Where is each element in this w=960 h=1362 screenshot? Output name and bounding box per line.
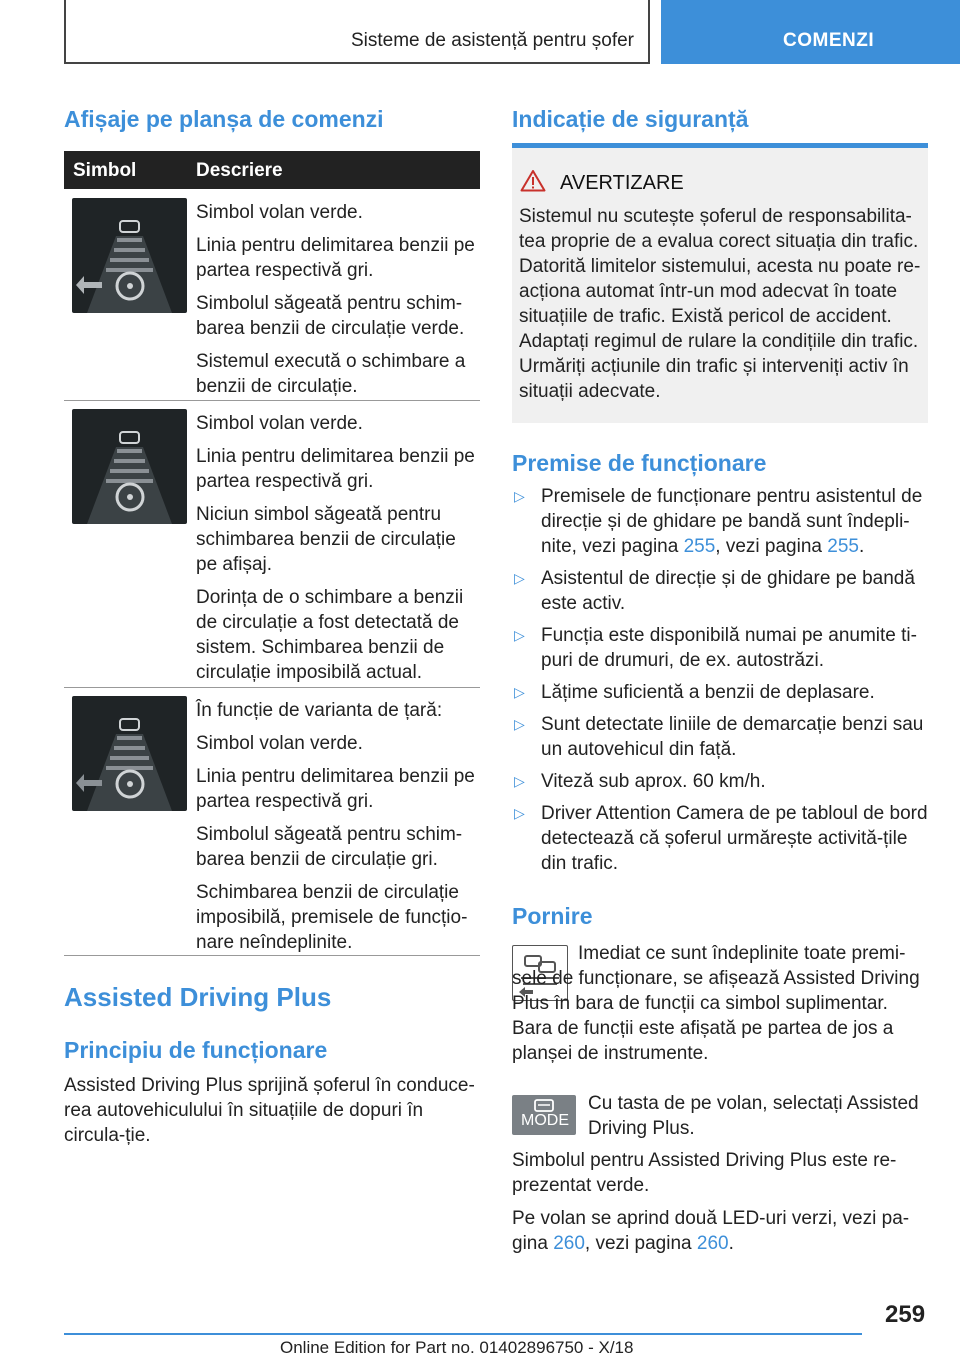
row-3-paragraph: În funcție de varianta de țară: bbox=[196, 700, 443, 721]
row-3-description bbox=[196, 698, 478, 963]
bullet-triangle-icon: ▷ bbox=[514, 684, 525, 700]
assisted-driving-plus-title: Assisted Driving Plus bbox=[64, 982, 332, 1012]
row-2-paragraph: Simbol volan verde. bbox=[196, 413, 363, 434]
footer-divider bbox=[64, 1333, 862, 1335]
premise-title: Premise de funcționare bbox=[512, 450, 767, 476]
mode-label: MODE bbox=[521, 1112, 569, 1129]
row-2-paragraph: Dorința de o schimbare a benzii de circulație a fost detectată de sistem. Schimbarea benzii de circulație imposibilă actual. bbox=[196, 587, 464, 683]
row-1-paragraph: Sistemul execută o schimbare a benzii de circulație. bbox=[196, 351, 466, 397]
table-header-description: Descriere bbox=[196, 160, 283, 181]
row-3-paragraph: Simbol volan verde. bbox=[196, 733, 363, 754]
list-item: ▷ Viteză sub aprox. 60 km/h. bbox=[514, 771, 766, 792]
page-number: 259 bbox=[885, 1301, 926, 1328]
lane-change-arrow-green-icon bbox=[72, 198, 187, 313]
bullet-triangle-icon: ▷ bbox=[514, 716, 525, 732]
row-2-description bbox=[196, 411, 478, 693]
list-item: ▷ Driver Attention Camera de pe tabloul de bord detectează că șoferul urmărește activită-țile din trafic. bbox=[514, 803, 928, 874]
list-item: ▷ Sunt detectate liniile de demarcație benzi sau un autovehicul din față. bbox=[514, 714, 924, 760]
bullet-triangle-icon: ▷ bbox=[514, 488, 525, 504]
row-1-paragraph: Linia pentru delimitarea benzii pe partea respectivă gri. bbox=[196, 235, 475, 281]
header-chapter-tab[interactable] bbox=[661, 0, 960, 64]
page-link[interactable]: 255 bbox=[683, 536, 716, 557]
list-item: ▷ Funcția este disponibilă numai pe anumite ti-puri de drumuri, de ex. autostrăzi. bbox=[514, 625, 917, 671]
row-1-description bbox=[196, 200, 478, 407]
list-item: ▷ Premisele de funcționare pentru asistentul de direcție și de ghidare pe bandă sunt îndepli-nite, vezi pagina 255, vezi pagina 255. bbox=[514, 486, 923, 557]
displays-section-title: Afișaje pe planșa de comenzi bbox=[64, 106, 384, 132]
bullet-triangle-icon: ▷ bbox=[514, 570, 525, 586]
start-text-1: Imediat ce sunt îndeplinite toate premi-sele de funcționare, se afișează Assisted Driving Plus în bara de funcții ca simbol suplimentar. Bara de funcții este afișată pe partea de jos a planșei de instrumente. bbox=[512, 943, 920, 1064]
table-row-divider bbox=[64, 400, 480, 401]
table-row-divider bbox=[64, 687, 480, 688]
header-section-tab bbox=[64, 0, 650, 64]
row-3-paragraph: Linia pentru delimitarea benzii pe partea respectivă gri. bbox=[196, 766, 475, 812]
row-1-paragraph: Simbolul săgeată pentru schim-barea benzii de circulație verde. bbox=[196, 293, 465, 339]
header-section-title: Sisteme de asistență pentru șofer bbox=[350, 30, 634, 51]
table-row-divider bbox=[64, 955, 480, 956]
mode-button-icon bbox=[512, 1095, 576, 1135]
premise-list bbox=[512, 484, 928, 883]
row-2-paragraph: Linia pentru delimitarea benzii pe partea respectivă gri. bbox=[196, 446, 475, 492]
warning-text: Sistemul nu scutește șoferul de responsabilita-tea proprie de a evalua corect situația din trafic. Datorită limitelor sistemului, acesta nu poate re-acționa automat într-un mod adecvat în toate situațiile de trafic. Există pericol de accident. Adaptați regimul de rulare la condițiile din trafic. Urmăriți acțiunile din trafic și interveniți activ în situații adecvate. bbox=[519, 206, 921, 402]
start-text-3: Simbolul pentru Assisted Driving Plus este re-prezentat verde. bbox=[512, 1150, 897, 1196]
start-text-4: Pe volan se aprind două LED-uri verzi, vezi pa-gina 260, vezi pagina 260. bbox=[512, 1208, 910, 1254]
warning-label: AVERTIZARE bbox=[560, 172, 684, 194]
start-title: Pornire bbox=[512, 903, 593, 929]
lane-change-arrow-gray-icon bbox=[72, 696, 187, 811]
bullet-triangle-icon: ▷ bbox=[514, 773, 525, 789]
list-item: ▷ Asistentul de direcție și de ghidare pe bandă este activ. bbox=[514, 568, 915, 614]
lane-assist-no-arrow-icon bbox=[72, 409, 187, 524]
footer-edition: Online Edition for Part no. 01402896750 - X/18 bbox=[280, 1338, 634, 1357]
start-text-2: Cu tasta de pe volan, selectați Assisted Driving Plus. bbox=[588, 1093, 919, 1139]
page-link[interactable]: 260 bbox=[553, 1233, 585, 1254]
principle-text: Assisted Driving Plus sprijină șoferul în conduce-rea autovehiculului în situațiile de dopuri în circula-ție. bbox=[64, 1075, 475, 1146]
bullet-triangle-icon: ▷ bbox=[514, 627, 525, 643]
safety-title: Indicație de siguranță bbox=[512, 106, 749, 132]
table-header bbox=[64, 151, 480, 189]
row-3-paragraph: Schimbarea benzii de circulație imposibilă, premisele de funcțio-nare neîndeplinite. bbox=[196, 882, 468, 953]
row-1-paragraph: Simbol volan verde. bbox=[196, 202, 363, 223]
page-link[interactable]: 260 bbox=[696, 1233, 729, 1254]
header-chapter-title: COMENZI bbox=[783, 30, 875, 51]
row-2-paragraph: Niciun simbol săgeată pentru schimbarea benzii de circulație pe afișaj. bbox=[196, 504, 456, 575]
warning-triangle-icon bbox=[520, 169, 546, 192]
list-item: ▷ Lățime suficientă a benzii de deplasare. bbox=[514, 682, 875, 703]
row-3-paragraph: Simbolul săgeată pentru schim-barea benzii de circulație gri. bbox=[196, 824, 463, 870]
bullet-triangle-icon: ▷ bbox=[514, 805, 525, 821]
page-link[interactable]: 255 bbox=[827, 536, 859, 557]
table-header-symbol: Simbol bbox=[73, 160, 137, 181]
principle-title: Principiu de funcționare bbox=[64, 1037, 328, 1063]
